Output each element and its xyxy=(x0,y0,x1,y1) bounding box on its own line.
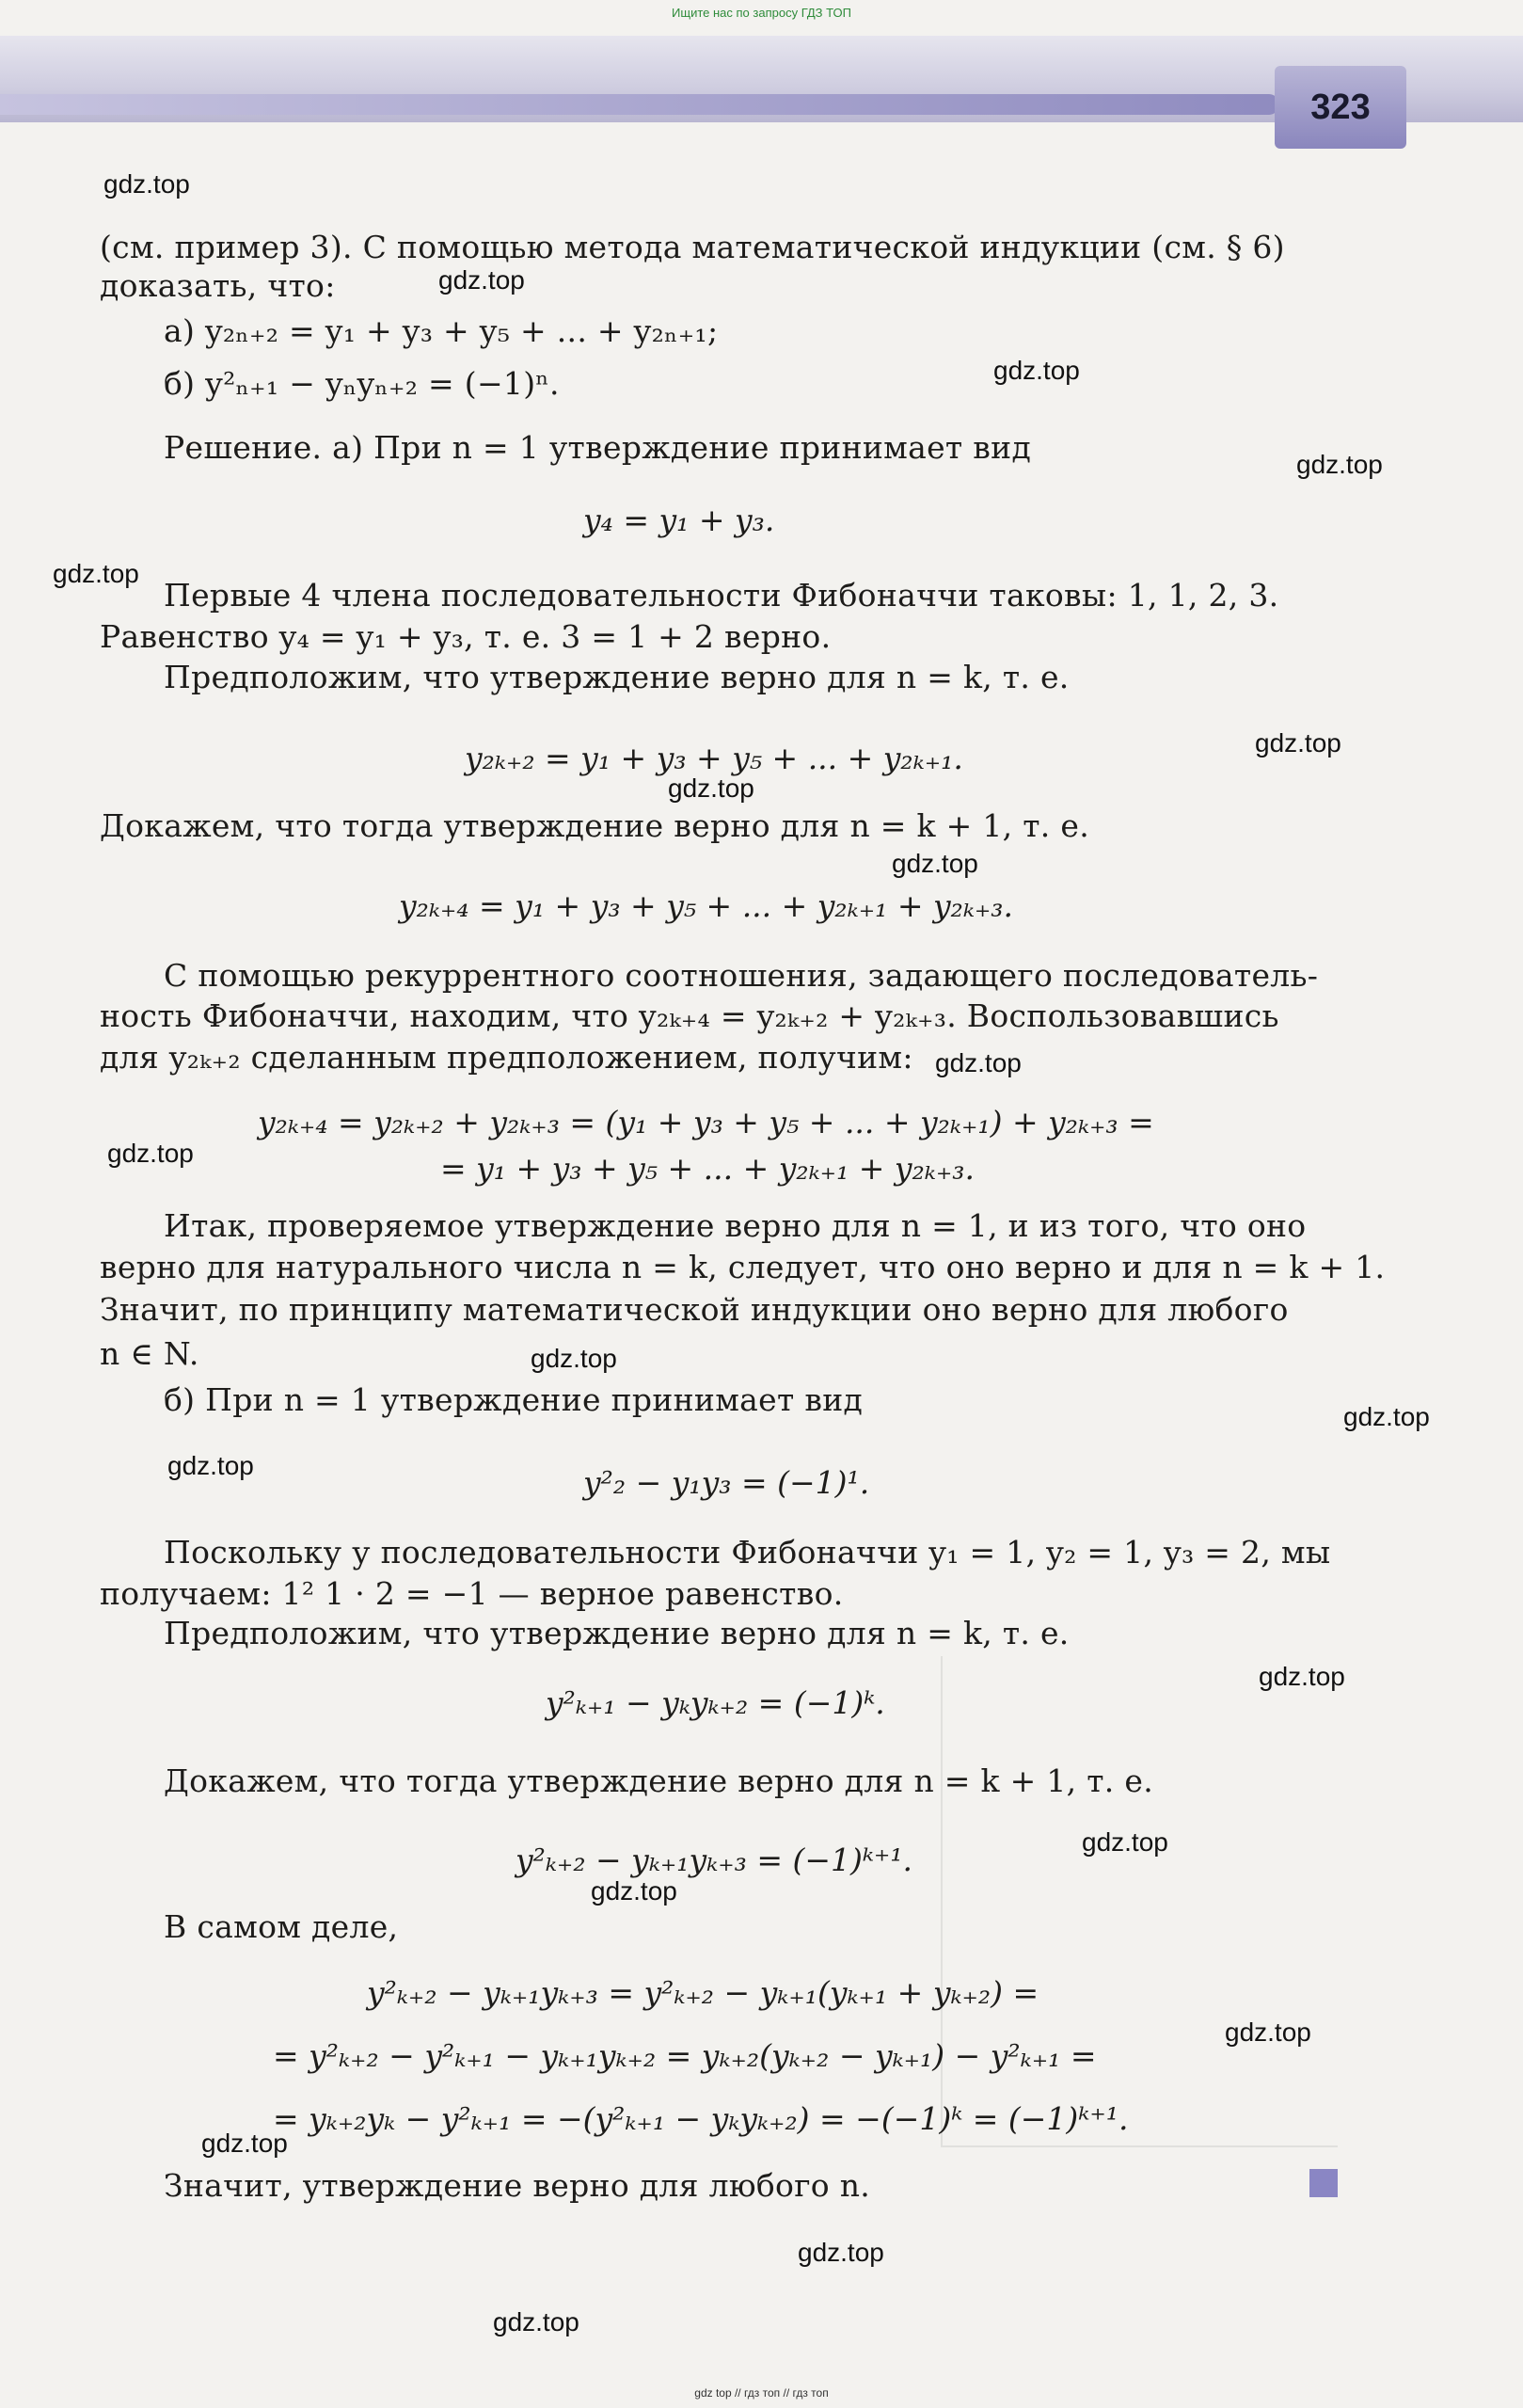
formula: y₄ = y₁ + y₃. xyxy=(583,502,775,538)
formula: y²₂ − y₁y₃ = (−1)¹. xyxy=(583,1464,870,1501)
watermark: gdz.top xyxy=(493,2307,579,2336)
text-line: Поскольку у последовательности Фибоначчи y₁ = 1, y₂ = 1, y₃ = 2, мы xyxy=(164,1534,1331,1571)
text-line: (см. пример 3). С помощью метода математической индукции (см. § 6) xyxy=(100,229,1285,265)
watermark: gdz.top xyxy=(438,265,525,295)
solution-heading: Решение. а) При n = 1 утверждение принимает вид xyxy=(164,429,1032,466)
formula: y²ₖ₊₁ − yₖyₖ₊₂ = (−1)ᵏ. xyxy=(546,1684,885,1721)
watermark: gdz.top xyxy=(668,773,754,803)
text-line: Итак, проверяемое утверждение верно для n = 1, и из того, что оно xyxy=(164,1207,1307,1244)
formula: y₂ₖ₊₂ = y₁ + y₃ + y₅ + ... + y₂ₖ₊₁. xyxy=(465,740,963,776)
watermark: gdz.top xyxy=(935,1048,1022,1077)
watermark: gdz.top xyxy=(1225,2017,1311,2047)
text-line: Первые 4 члена последовательности Фибоначчи таковы: 1, 1, 2, 3. xyxy=(164,577,1279,614)
formula: y₂ₖ₊₄ = y₂ₖ₊₂ + y₂ₖ₊₃ = (y₁ + y₃ + y₅ + ... + y₂ₖ₊₁) + y₂ₖ₊₃ = xyxy=(258,1104,1154,1140)
formula: = y₁ + y₃ + y₅ + ... + y₂ₖ₊₁ + y₂ₖ₊₃. xyxy=(440,1150,975,1187)
formula: = yₖ₊₂yₖ − y²ₖ₊₁ = −(y²ₖ₊₁ − yₖyₖ₊₂) = −(−1)ᵏ = (−1)ᵏ⁺¹. xyxy=(273,2100,1129,2137)
watermark: gdz.top xyxy=(591,1876,677,1906)
watermark: gdz.top xyxy=(1296,450,1383,479)
formula: = y²ₖ₊₂ − y²ₖ₊₁ − yₖ₊₁yₖ₊₂ = yₖ₊₂(yₖ₊₂ − yₖ₊₁) − y²ₖ₊₁ = xyxy=(273,2037,1097,2074)
footer-note: gdz top // гдз топ // гдз топ xyxy=(694,2386,829,2400)
text-line: С помощью рекуррентного соотношения, задающего последователь- xyxy=(164,957,1319,994)
watermark: gdz.top xyxy=(993,356,1080,385)
watermark: gdz.top xyxy=(107,1139,194,1168)
watermark: gdz.top xyxy=(1082,1827,1168,1857)
text-line: В самом деле, xyxy=(164,1908,399,1945)
watermark: gdz.top xyxy=(1343,1402,1430,1431)
text-line: Предположим, что утверждение верно для n = k, т. е. xyxy=(164,1615,1070,1651)
watermark: gdz.top xyxy=(1259,1662,1345,1691)
watermark: gdz.top xyxy=(892,849,978,878)
text-line: получаем: 1² 1 · 2 = −1 — верное равенство. xyxy=(100,1575,844,1612)
header-stripe xyxy=(0,94,1279,115)
text-line: а) y₂ₙ₊₂ = y₁ + y₃ + y₅ + ... + y₂ₙ₊₁; xyxy=(164,312,719,349)
text-line: Докажем, что тогда утверждение верно для n = k + 1, т. е. xyxy=(100,807,1089,844)
watermark: gdz.top xyxy=(1255,728,1341,757)
text-line: Значит, по принципу математической индукции оно верно для любого xyxy=(100,1291,1289,1328)
watermark: gdz.top xyxy=(53,559,139,588)
watermark: gdz.top xyxy=(167,1451,254,1480)
text-line: n ∈ N. xyxy=(100,1335,199,1372)
text-line: ность Фибоначчи, находим, что y₂ₖ₊₄ = y₂ₖ₊₂ + y₂ₖ₊₃. Воспользовавшись xyxy=(100,997,1279,1034)
formula: y²ₖ₊₂ − yₖ₊₁yₖ₊₃ = y²ₖ₊₂ − yₖ₊₁(yₖ₊₁ + yₖ₊₂) = xyxy=(367,1974,1039,2011)
watermark: gdz.top xyxy=(103,169,190,199)
watermark: gdz.top xyxy=(798,2238,884,2267)
text-line: б) y²ₙ₊₁ − yₙyₙ₊₂ = (−1)ⁿ. xyxy=(164,365,560,402)
watermark: gdz.top xyxy=(531,1344,617,1373)
page-number-badge xyxy=(1275,66,1406,149)
text-line: б) При n = 1 утверждение принимает вид xyxy=(164,1381,864,1418)
text-line: Равенство y₄ = y₁ + y₃, т. е. 3 = 1 + 2 верно. xyxy=(100,618,832,655)
watermark: gdz.top xyxy=(201,2129,288,2158)
text-line: верно для натурального числа n = k, следует, что оно верно и для n = k + 1. xyxy=(100,1249,1386,1285)
text-line: доказать, что: xyxy=(100,267,336,304)
top-note: Ищите нас по запросу ГДЗ ТОП xyxy=(672,6,851,20)
formula: y²ₖ₊₂ − yₖ₊₁yₖ₊₃ = (−1)ᵏ⁺¹. xyxy=(516,1842,913,1878)
text-line: для y₂ₖ₊₂ сделанным предположением, получим: xyxy=(100,1039,913,1076)
page-number: 323 xyxy=(1310,87,1371,127)
formula: y₂ₖ₊₄ = y₁ + y₃ + y₅ + ... + y₂ₖ₊₁ + y₂ₖ₊₃. xyxy=(399,887,1014,924)
text-line: Предположим, что утверждение верно для n = k, т. е. xyxy=(164,659,1070,695)
text-line: Значит, утверждение верно для любого n. xyxy=(164,2167,871,2204)
text-line: Докажем, что тогда утверждение верно для n = k + 1, т. е. xyxy=(164,1762,1153,1799)
end-of-proof-mark xyxy=(1309,2169,1338,2197)
